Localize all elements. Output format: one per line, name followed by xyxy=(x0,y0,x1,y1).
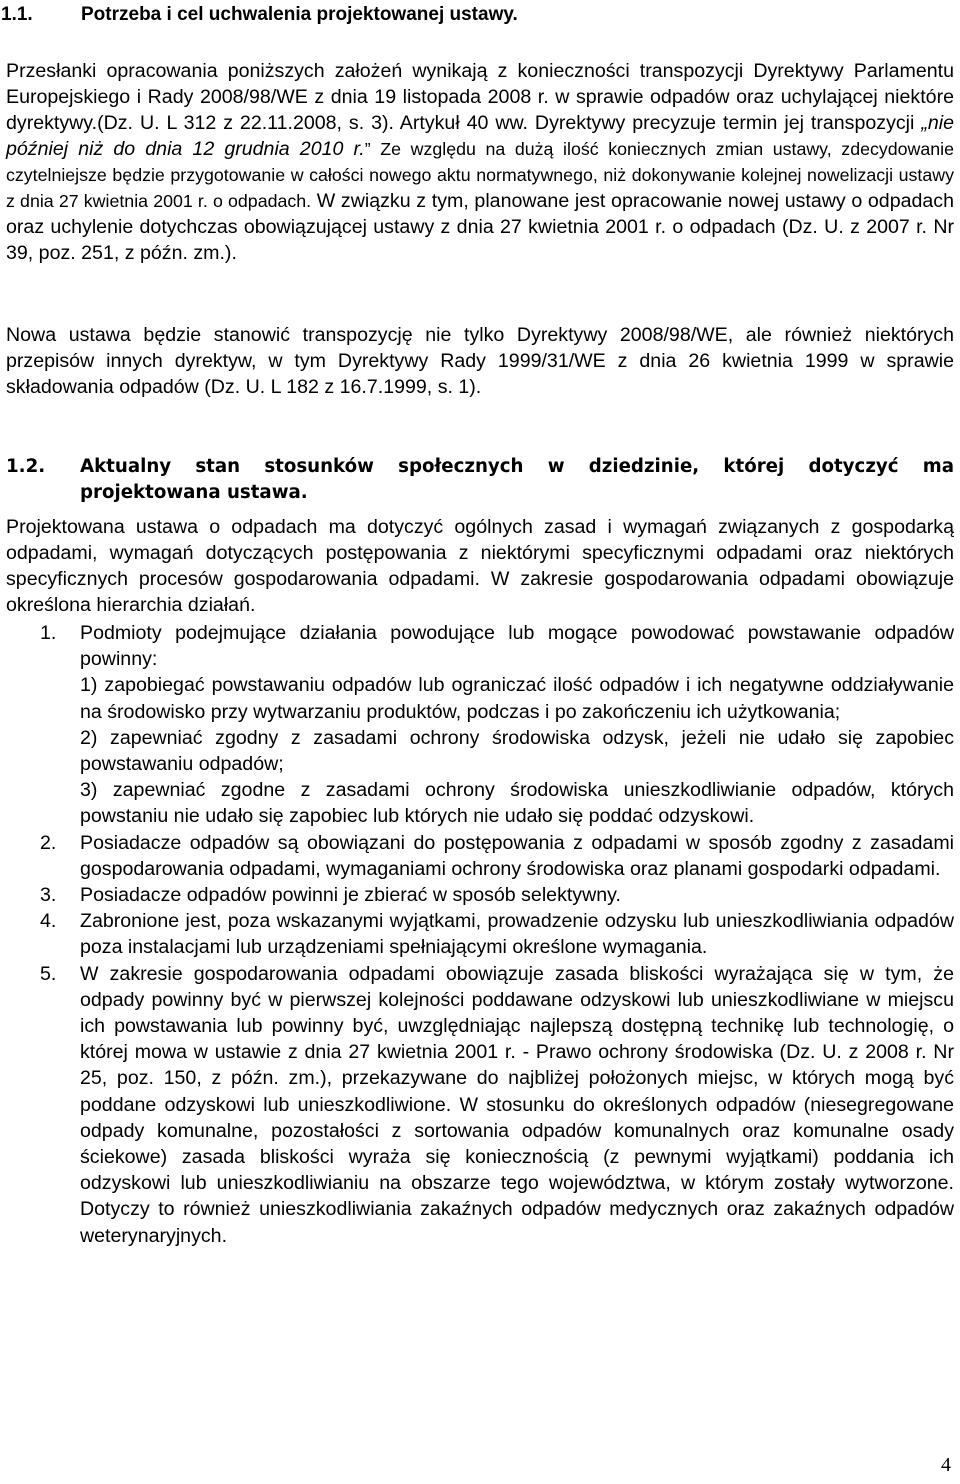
section-heading-1-1 xyxy=(0,4,960,26)
sub-item-text: zapewniać zgodne z zasadami ochrony środowiska unieszkodliwianie odpadów, których powstaniu nie udało się zapobiec lub których nie udało się poddać odzyskowi. xyxy=(80,779,954,828)
sub-item-number: 3) xyxy=(80,779,98,802)
list-item xyxy=(6,961,954,1249)
list-item-text: Podmioty podejmujące działania powodujące lub mogące powodować powstawanie odpadów powinny: xyxy=(80,622,954,671)
list-item xyxy=(6,830,954,882)
paragraph-current-state: Projektowana ustawa o odpadach ma dotyczyć ogólnych zasad i wymagań związanych z gospodarką odpadami, wymagań dotyczących postępowania z niektórymi specyficznymi odpadami oraz niektórych specyficznych procesów gospodarowania odpadami. W zakresie gospodarowania odpadami obowiązuje określona hierarchia działań. xyxy=(6,516,954,616)
list-item xyxy=(6,908,954,960)
section-number: 1.2. xyxy=(6,456,46,477)
paragraph-rationale-part-b: ” Ze względu na dużą ilość koniecznych zmian ustawy, zdecydowanie czytelniejsze będzie przygotowanie w całości nowego aktu normatywnego, niż dokonywanie kolejnej nowelizacji ustawy z dnia 27 kwietnia 2001 r. o odpadach. xyxy=(6,139,954,211)
list-item-text: Posiadacze odpadów powinni je zbierać w sposób selektywny. xyxy=(80,884,621,907)
sub-list-item xyxy=(80,777,954,829)
sub-item-text: zapewniać zgodny z zasadami ochrony środowiska odzysk, jeżeli nie udało się zapobiec powstawaniu odpadów; xyxy=(80,726,954,776)
numbered-list xyxy=(6,620,954,1249)
list-item xyxy=(6,620,954,830)
page-number: 4 xyxy=(941,1454,951,1476)
paragraph-rationale-part-c: W związku z tym, planowane jest opracowanie nowej ustawy o odpadach oraz uchylenie dotychczas obowiązującej ustawy z dnia 27 kwietnia 2001 r. o odpadach (Dz. U. z 2007 r. Nr 39, poz. 251, z późn. zm.). xyxy=(6,190,954,264)
list-item-text: Zabronione jest, poza wskazanymi wyjątkami, prowadzenie odzysku lub unieszkodliwiania odpadów poza instalacjami lub urządzeniami spełniającymi określone wymagania. xyxy=(80,910,954,959)
section-title: Aktualny stan stosunków społecznych w dziedzinie, której dotyczyć ma projektowana ustawa. xyxy=(80,456,954,503)
list-item-number: 5. xyxy=(40,962,57,985)
paragraph-rationale-part-a: Przesłanki opracowania poniższych założeń wynikają z konieczności transpozycji Dyrektywy Parlamentu Europejskiego i Rady 2008/98/WE z dnia 19 listopada 2008 r. w sprawie odpadów oraz uchylającej niektóre dyrektywy.(Dz. U. L 312 z 22.11.2008, s. 3). Artykuł 40 ww. Dyrektywy precyzuje termin jej transpozycji xyxy=(6,60,954,134)
list-item-number: 4. xyxy=(40,910,57,933)
list-item-number: 1. xyxy=(40,622,57,644)
sub-list-item xyxy=(80,725,954,777)
list-item xyxy=(6,882,954,908)
sub-item-number: 1) xyxy=(80,674,98,697)
list-item-text: Posiadacze odpadów są obowiązani do postępowania z odpadami w sposób zgodny z zasadami gospodarowania odpadami, wymaganiami ochrony środowiska oraz planami gospodarki odpadami. xyxy=(80,831,954,880)
paragraph-rationale xyxy=(6,58,954,266)
sub-item-text: zapobiegać powstawaniu odpadów lub ograniczać ilość odpadów i ich negatywne oddziaływanie na środowisko przy wytwarzaniu produktów, podczas i po zakończeniu ich użytkowania; xyxy=(80,674,954,723)
list-item-text: W zakresie gospodarowania odpadami obowiązuje zasada bliskości wyrażająca się w tym, że odpady powinny być w pierwszej kolejności poddawane odzyskowi lub unieszkodliwiane w miejscu ich powstawania lub powinny być, uwzględniając najlepszą dostępną technikę lub technologię, o której mowa w ustawie z dnia 27 kwietnia 2001 r. - Prawo ochrony środowiska (Dz. U. z 2008 r. Nr 25, poz. 150, z późn. zm.), przekazywane do najbliżej położonych miejsc, w których mogą być poddane odzyskowi lub unieszkodliwione. W stosunku do określonych odpadów (niesegregowane odpady komunalne, pozostałości z sortowania odpadów komunalnych oraz komunalne osady ściekowe) zasada bliskości wyraża się koniecznością (z pewnymi wyjątkami) poddania ich odzyskowi lub unieszkodliwianiu na obszarze tego województwa, w którym zostały wytworzone. Dotyczy to również unieszkodliwiania zakaźnych odpadów medycznych oraz zakaźnych odpadów weterynaryjnych. xyxy=(80,962,954,1247)
section-title: Potrzeba i cel uchwalenia projektowanej ustawy. xyxy=(81,4,518,25)
paragraph-transposition-scope: Nowa ustawa będzie stanowić transpozycję nie tylko Dyrektywy 2008/98/WE, ale również niektórych przepisów innych dyrektyw, w tym Dyrektywy Rady 1999/31/WE z dnia 26 kwietnia 1999 w sprawie składowania odpadów (Dz. U. L 182 z 16.7.1999, s. 1). xyxy=(6,324,954,398)
sub-item-number: 2) xyxy=(80,726,98,749)
list-item-number: 3. xyxy=(40,884,57,907)
section-heading-1-2 xyxy=(6,454,954,506)
section-number: 1.1. xyxy=(1,4,33,25)
sub-list-item xyxy=(80,672,954,724)
list-item-number: 2. xyxy=(40,831,57,854)
deadline-quote: „nie później niż do dnia 12 grudnia 2010 r. xyxy=(6,112,954,160)
